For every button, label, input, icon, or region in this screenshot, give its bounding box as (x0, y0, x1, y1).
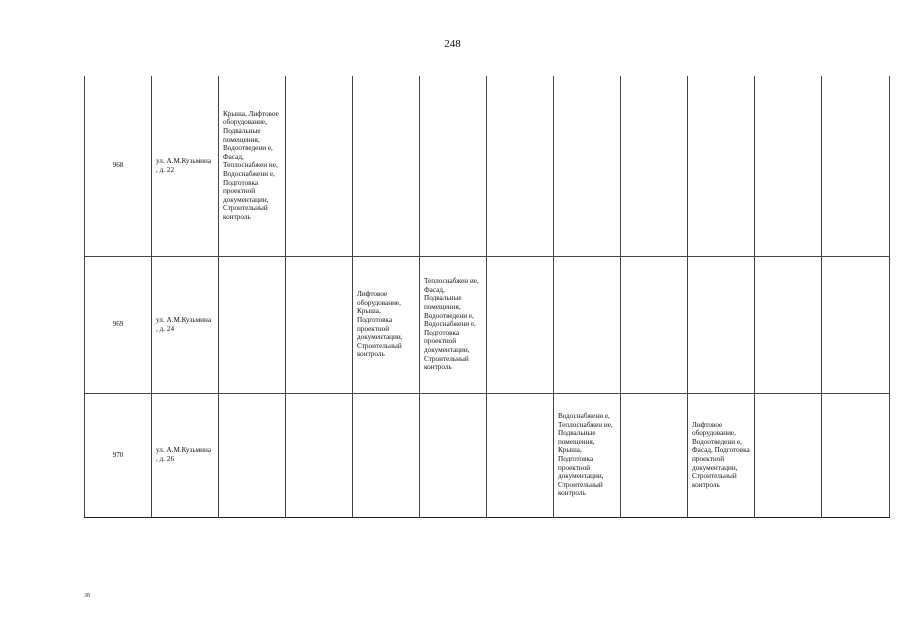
work-cell (688, 76, 755, 256)
work-cell (554, 76, 621, 256)
row-address: ул. А.М.Кузьмина , д. 24 (152, 256, 219, 393)
row-number: 969 (85, 256, 152, 393)
table-row (85, 256, 890, 393)
work-cell (420, 393, 487, 517)
work-cell: Водоснабжени е, Теплоснабжен ие, Подвальные помещения, Крыша, Подготовка проектной документации, Строительный контроль (554, 393, 621, 517)
work-cell (621, 76, 688, 256)
work-cell: Теплоснабжен ие, Фасад, Подвальные помещения, Водоотведени е, Водоснабжени е, Подготовка проектной документации, Строительный контроль (420, 256, 487, 393)
work-cell (219, 393, 286, 517)
work-cell (755, 393, 822, 517)
work-cell (286, 256, 353, 393)
work-cell (822, 256, 890, 393)
work-cell (420, 76, 487, 256)
work-cell (554, 256, 621, 393)
row-address: ул. А.М.Кузьмина , д. 22 (152, 76, 219, 256)
row-address: ул. А.М.Кузьмина , д. 26 (152, 393, 219, 517)
row-number: 970 (85, 393, 152, 517)
work-cell (487, 256, 554, 393)
work-cell (755, 256, 822, 393)
work-cell (286, 393, 353, 517)
work-cell: Крыша, Лифтовое оборудование, Подвальные помещения, Водоотведени е, Фасад, Теплоснабжен ие, Водоснабжени е, Подготовка проектной документации, Строительный контроль (219, 76, 286, 256)
work-cell: Лифтовое оборудование, Крыша, Подготовка проектной документации, Строительный контроль (353, 256, 420, 393)
work-cell (755, 76, 822, 256)
row-number: 968 (85, 76, 152, 256)
footer-mark: 38 (84, 593, 90, 599)
work-cell (822, 393, 890, 517)
work-cell (822, 76, 890, 256)
repair-schedule-table (84, 76, 890, 518)
work-cell (487, 393, 554, 517)
work-cell (353, 76, 420, 256)
work-cell (353, 393, 420, 517)
work-cell (688, 256, 755, 393)
work-cell (621, 393, 688, 517)
page-number: 248 (444, 38, 461, 50)
work-cell (286, 76, 353, 256)
work-cell: Лифтовое оборудование, Водоотведени е, Фасад, Подготовка проектной документации, Строительный контроль (688, 393, 755, 517)
work-cell (487, 76, 554, 256)
table-row (85, 393, 890, 517)
table-row (85, 76, 890, 256)
work-cell (219, 256, 286, 393)
work-cell (621, 256, 688, 393)
